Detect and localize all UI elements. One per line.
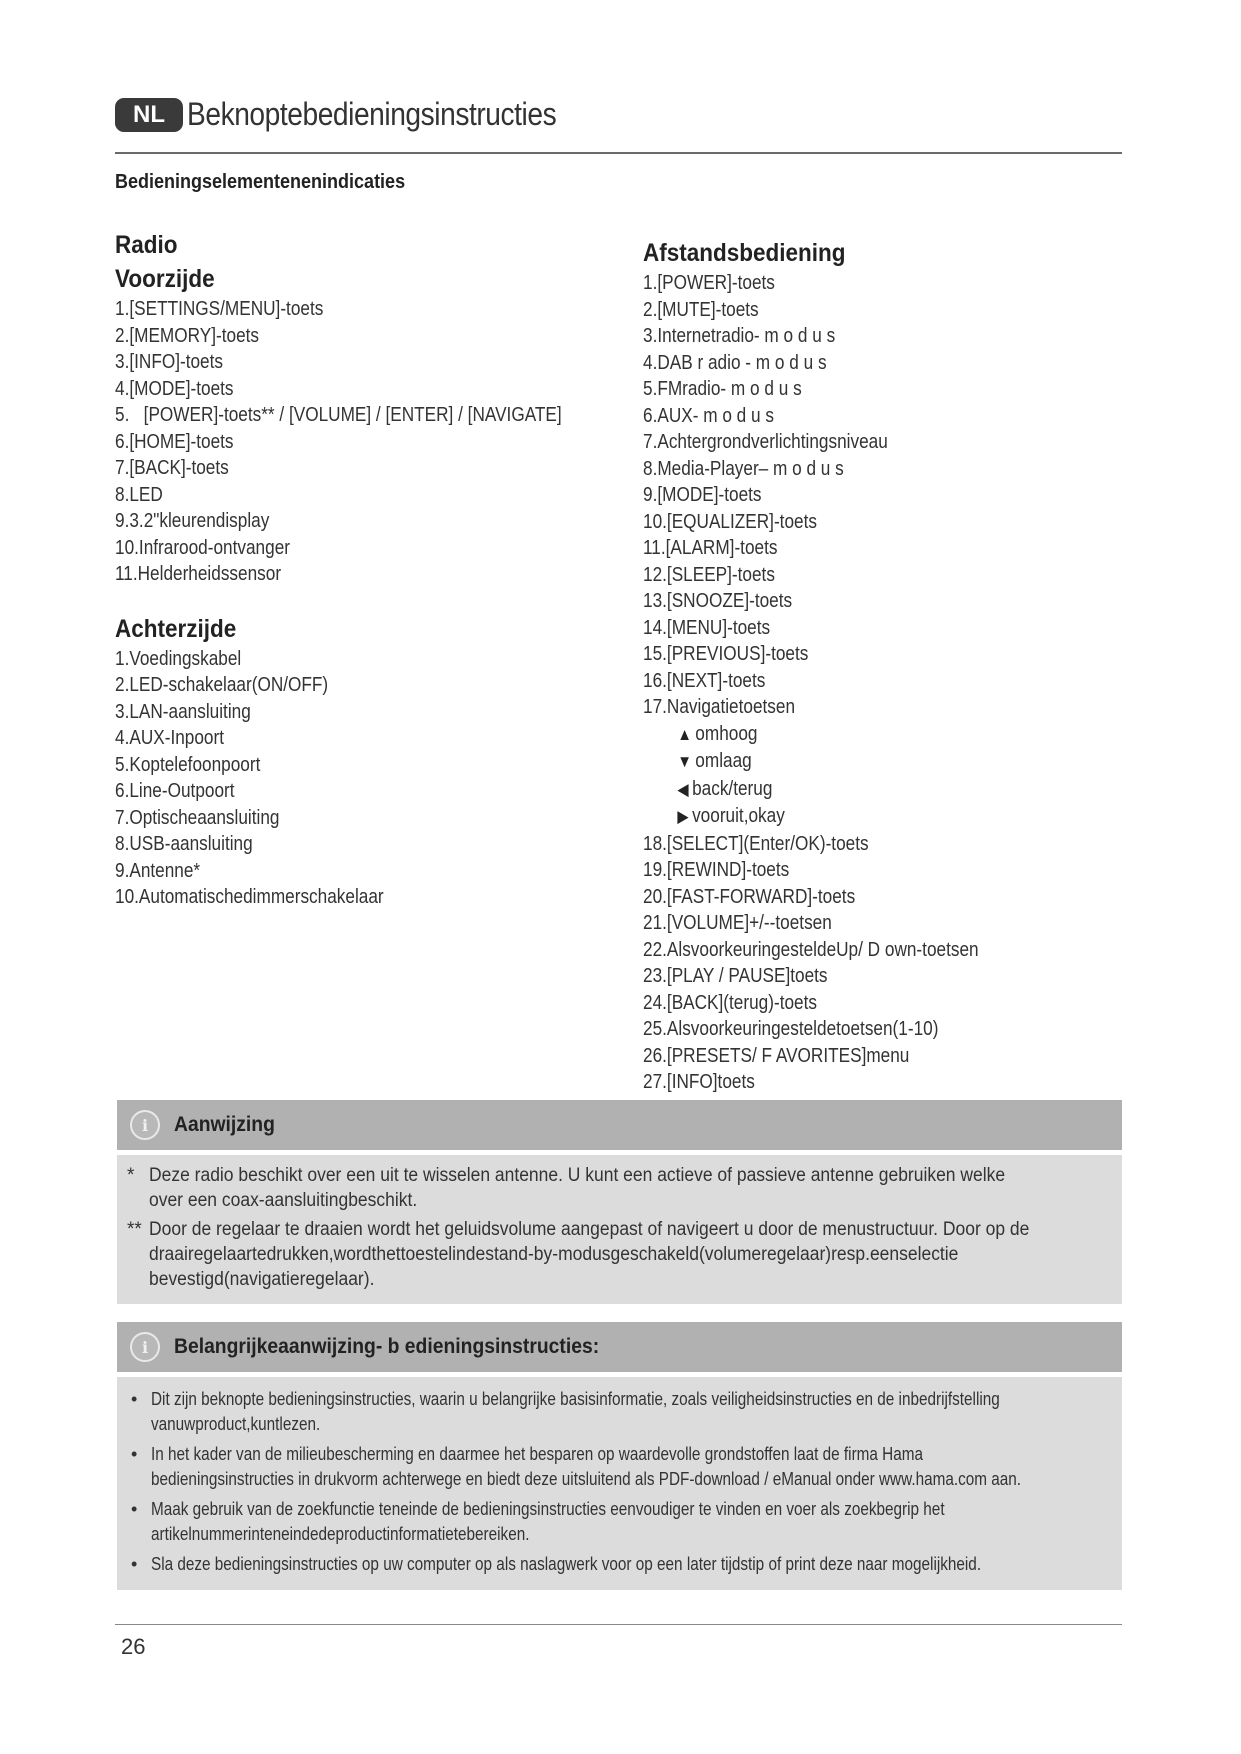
front-list [115,296,635,588]
list-item: 2.[MEMORY]-toets [115,324,260,347]
list-item: 10.[EQUALIZER]-toets [643,510,817,533]
list-item: 1.[SETTINGS/MENU]-toets [115,298,324,320]
list-item: 8.LED [115,483,163,506]
important-note-box [117,1322,1122,1590]
back-list [115,646,635,911]
list-item: 9.Antenne* [115,859,201,882]
list-item: 23.[PLAY / PAUSE]toets [643,965,828,987]
list-item: 10.Automatischedimmerschakelaar [115,886,384,908]
list-item: 11.Helderheidssensor [115,563,282,585]
nav-item-up: ▲ omhoog [677,722,758,745]
note-box [117,1100,1122,1304]
note-header [117,1322,1122,1372]
radio-heading: Radio [115,231,178,259]
arrow-right-icon: ▶ [677,807,689,826]
footer-divider [115,1624,1122,1625]
list-item: 17.Navigatietoetsen [643,696,796,718]
list-item: 4.AUX-Inpoort [115,727,224,749]
list-item: 3.LAN-aansluiting [115,700,251,723]
list-item: 3.[INFO]-toets [115,351,224,373]
list-item: 22.AlsvoorkeuringesteldeUp/ D own-toetsen [643,938,979,961]
arrow-left-icon: ◀ [677,779,689,799]
list-item: 25.Alsvoorkeuringesteldetoetsen(1-10) [643,1018,939,1040]
page-title: Beknoptebedieningsinstructies [187,96,557,132]
footnote: * Deze radio beschikt over een uit te wisselen antenne. U kunt een actieve of passieve antenne gebruiken welke over een coax-aansluitingbeschikt. [127,1165,1006,1211]
note-body [117,1155,1122,1304]
front-heading: Voorzijde [115,265,215,293]
list-item: 11.[ALARM]-toets [643,537,778,559]
list-item: 2.[MUTE]-toets [643,298,759,321]
bullet-item: • In het kader van de milieubescherming en daarmee het besparen op waardevolle grondstoffen laat de firma Hama bedieningsinstructies in drukvorm achterwege en biedt deze uitsluitend als PDF-download / eManual onder www.hama.com aan. [131,1444,1022,1489]
nav-item-down: ▼ omlaag [677,750,752,772]
page-header [115,96,607,133]
remote-column [643,236,1123,1096]
language-badge: NL [115,98,183,132]
bullet-item: • Maak gebruik van de zoekfunctie teneinde de bedieningsinstructies eenvoudiger te vinden en voer als zoekbegrip het artikelnummerinteneindedeproductinformatietebereiken. [131,1499,945,1544]
list-item: 6.Line-Outpoort [115,780,235,802]
list-item: 4.DAB r adio - m o d u s [643,351,827,374]
list-item: 5. [POWER]-toets** / [VOLUME] / [ENTER] / [NAVIGATE] [115,404,562,426]
list-item: 3.Internetradio- m o d u s [643,325,836,347]
nav-item-back: ◀ back/terug [677,777,773,800]
list-item: 9.3.2"kleurendisplay [115,510,270,532]
remote-list [643,270,1123,1096]
list-item: 7.[BACK]-toets [115,457,229,479]
arrow-down-icon: ▼ [677,752,692,771]
list-item: 10.Infrarood-ontvanger [115,536,290,559]
list-item: 4.[MODE]-toets [115,377,234,400]
list-item: 8.Media-Player– m o d u s [643,457,844,480]
footnote: ** Door de regelaar te draaien wordt het geluidsvolume aangepast of navigeert u door de menustructuur. Door op de draairegelaartedrukken,wordthettoestelindestand-by-modusgeschakeld(volumeregelaar)resp.eenselectie bevestigd(navigatieregelaar). [127,1219,1030,1290]
info-icon: i [130,1332,160,1362]
header-divider [115,152,1122,154]
section-subtitle: Bedieningselementenenindicaties [115,171,406,193]
list-item: 27.[INFO]toets [643,1071,755,1093]
list-item: 15.[PREVIOUS]-toets [643,643,809,665]
list-item: 16.[NEXT]-toets [643,669,766,692]
list-item: 13.[SNOOZE]-toets [643,590,793,612]
nav-item-forward: ▶ vooruit,okay [677,805,785,827]
list-item: 8.USB-aansluiting [115,833,253,855]
note-title: Belangrijkeaanwijzing- b edieningsinstructies: [174,1335,600,1358]
list-item: 7.Achtergrondverlichtingsniveau [643,431,888,453]
list-item: 20.[FAST-FORWARD]-toets [643,885,856,908]
back-heading: Achterzijde [115,614,237,643]
radio-column [115,228,635,911]
bullet-item: • Dit zijn beknopte bedieningsinstructies, waarin u belangrijke basisinformatie, zoals veiligheidsinstructies en de inbedrijfstelling vanuwproduct,kuntlezen. [131,1389,1000,1434]
list-item: 6.[HOME]-toets [115,430,234,453]
remote-heading: Afstandsbediening [643,239,846,267]
list-item: 5.FMradio- m o d u s [643,378,802,400]
list-item: 7.Optischeaansluiting [115,806,280,829]
list-item: 24.[BACK](terug)-toets [643,991,817,1014]
note-title: Aanwijzing [174,1113,275,1136]
bullet-item: • Sla deze bedieningsinstructies op uw computer op als naslagwerk voor op een later tijdstip of print deze naar mogelijkheid. [131,1554,982,1574]
note-body [117,1377,1122,1590]
list-item: 14.[MENU]-toets [643,616,771,639]
list-item: 9.[MODE]-toets [643,484,762,506]
list-item: 5.Koptelefoonpoort [115,753,261,776]
list-item: 12.[SLEEP]-toets [643,563,775,586]
info-icon: i [130,1110,160,1140]
list-item: 19.[REWIND]-toets [643,859,790,881]
arrow-up-icon: ▲ [677,724,692,744]
list-item: 21.[VOLUME]+/--toetsen [643,912,832,934]
list-item: 1.Voedingskabel [115,647,242,670]
list-item: 18.[SELECT](Enter/OK)-toets [643,832,869,855]
list-item: 26.[PRESETS/ F AVORITES]menu [643,1044,910,1067]
list-item: 2.LED-schakelaar(ON/OFF) [115,674,329,696]
page-number: 26 [121,1634,146,1659]
list-item: 6.AUX- m o d u s [643,404,774,427]
list-item: 1.[POWER]-toets [643,272,775,294]
note-header [117,1100,1122,1150]
